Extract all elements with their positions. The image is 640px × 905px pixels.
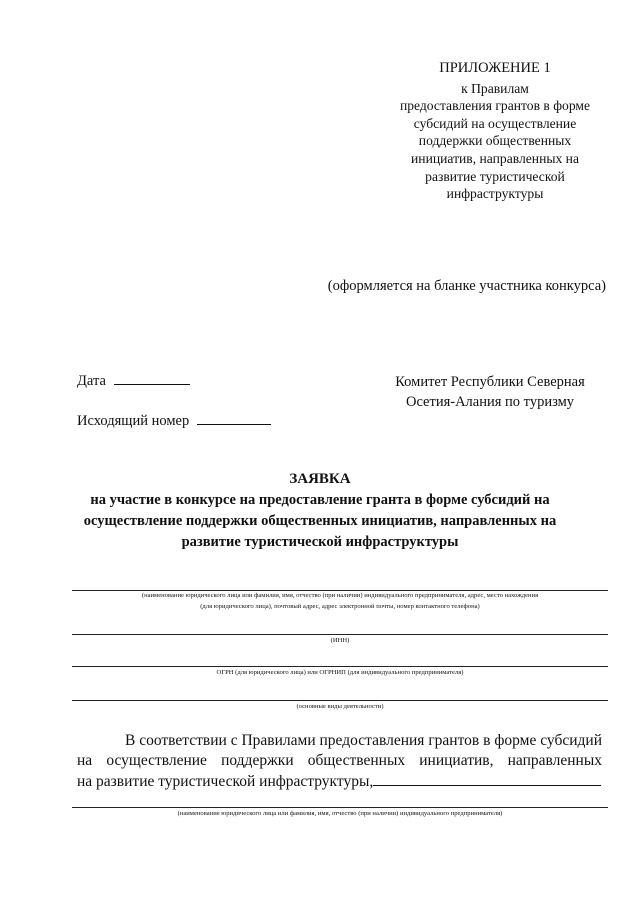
name-field-line[interactable] bbox=[72, 807, 608, 808]
ogrn-field-line[interactable] bbox=[72, 666, 608, 667]
outgoing-number-label: Исходящий номер bbox=[77, 413, 190, 429]
paragraph-line: на осуществление поддержки общественных инициатив, направленных bbox=[77, 752, 602, 769]
addressee bbox=[370, 372, 610, 412]
name-caption: (наименование юридического лица или фамилия, имя, отчество (при наличии) индивидуального предпринимателя) bbox=[177, 810, 503, 817]
application-title: ЗАЯВКА bbox=[289, 471, 351, 487]
date-field[interactable] bbox=[114, 372, 190, 385]
appendix-line: инфраструктуры bbox=[446, 186, 544, 202]
date-row bbox=[77, 372, 190, 390]
applicant-name-inline-field[interactable] bbox=[373, 771, 601, 786]
appendix-block bbox=[380, 60, 610, 203]
application-heading bbox=[60, 469, 580, 553]
outgoing-number-row bbox=[77, 412, 271, 430]
appendix-line: развитие туристической bbox=[425, 168, 565, 184]
ogrn-caption: ОГРН (для юридического лица) или ОГРНИП (для индивидуального предпринимателя) bbox=[216, 669, 464, 676]
paragraph-line-text: на развитие туристической инфраструктуры, bbox=[77, 773, 374, 790]
activity-caption: (основные виды деятельности) bbox=[296, 703, 384, 710]
statement-paragraph bbox=[77, 731, 602, 792]
appendix-line: субсидий на осуществление bbox=[413, 115, 577, 131]
inn-caption: (ИНН) bbox=[330, 637, 350, 644]
letterhead-note: (оформляется на бланке участника конкурса) bbox=[327, 278, 606, 294]
applicant-caption-2: (для юридического лица), почтовый адрес, адрес электронной почты, номер контактного телефона) bbox=[200, 603, 480, 610]
paragraph-line: В соответствии с Правилами предоставления грантов в форме субсидий bbox=[125, 732, 602, 749]
application-subtitle-line: развитие туристической инфраструктуры bbox=[181, 534, 459, 550]
addressee-line: Осетия-Алания по туризму bbox=[405, 394, 575, 410]
application-subtitle-line: осуществление поддержки общественных инициатив, направленных на bbox=[83, 513, 557, 529]
appendix-line: поддержки общественных bbox=[418, 133, 572, 149]
date-label: Дата bbox=[77, 373, 106, 389]
appendix-line: к Правилам bbox=[461, 80, 529, 96]
outgoing-number-field[interactable] bbox=[197, 412, 271, 425]
applicant-caption-1: (наименование юридического лица или фамилия, имя, отчество (при наличии) индивидуального предпринимателя, адрес, место нахождения bbox=[141, 592, 539, 599]
paragraph-line-last bbox=[77, 771, 602, 792]
application-subtitle-line: на участие в конкурсе на предоставление гранта в форме субсидий на bbox=[90, 492, 550, 508]
inn-field-line[interactable] bbox=[72, 634, 608, 635]
addressee-line: Комитет Республики Северная bbox=[395, 374, 585, 390]
appendix-title: ПРИЛОЖЕНИЕ 1 bbox=[439, 60, 551, 76]
appendix-line: предоставления грантов в форме bbox=[399, 98, 591, 114]
appendix-line: инициатив, направленных на bbox=[411, 150, 579, 166]
activity-field-line[interactable] bbox=[72, 700, 608, 701]
